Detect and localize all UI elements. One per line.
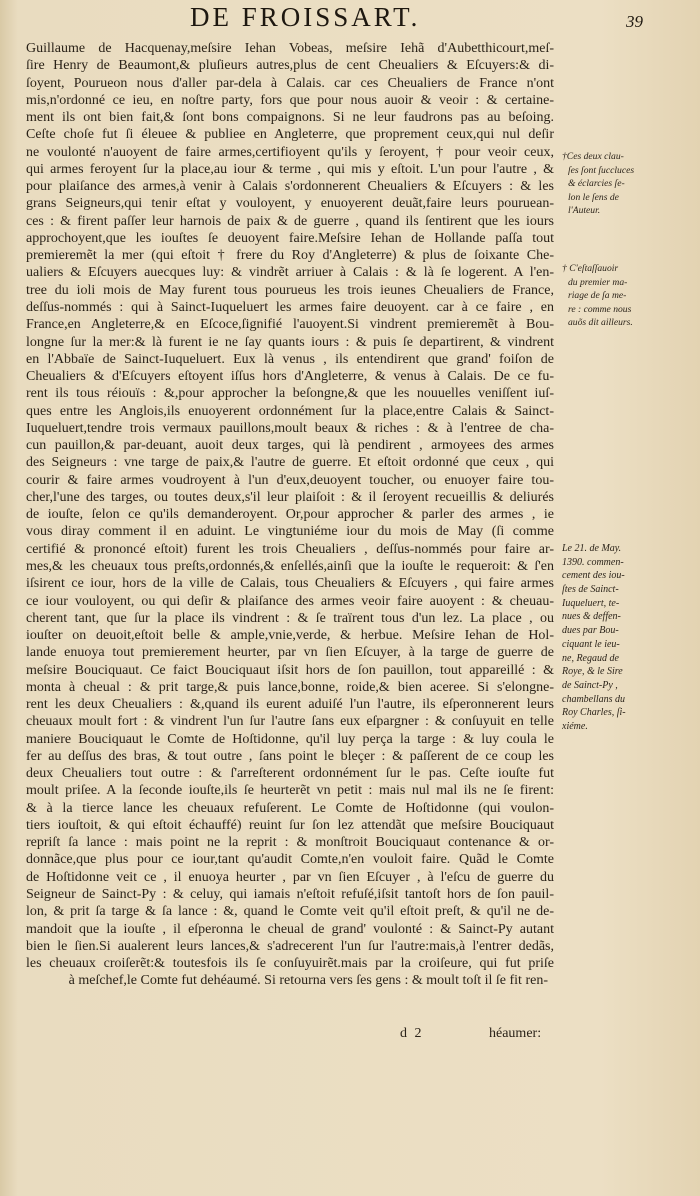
marginal-note-line: riage de ſa me- [568, 290, 627, 302]
text-line: cun pauillon,& par-deuant, auoit deux targes, qui là pendirent , armoyees des armes [26, 438, 554, 454]
text-line: & à la tierce lance les cheuaux refuſerent. Le Comte de Hoſtidonne (qui voulon- [26, 800, 554, 816]
page-title: DE FROISSART. [190, 2, 421, 32]
text-line: pour plaiſance des armes,à venir à Calais s'ordonnerent Cheualiers & Eſcuyers : & les [26, 179, 554, 195]
text-line: longne ſur la mer:& là furent ie ne ſay quants iours : & puis ſe departirent, & vindrent [26, 334, 554, 350]
page-number: 39 [626, 12, 643, 31]
marginal-note-line: auõs dit ailleurs. [568, 317, 633, 329]
marginal-note-line: Le 21. de May. [562, 543, 622, 554]
text-line: Ceſte choſe fut ſi éleuee & publiee en Angleterre, que proprement ceux,qui nul deſir [26, 127, 554, 143]
text-line: meſsire Bouciquaut. Ce faict Bouciquaut iſsit hors de ſon pauillon, tout appareillé : & [26, 662, 554, 678]
marginal-note-line: du premier ma- [568, 276, 628, 288]
marginal-note-line: 1390. commen- [562, 556, 624, 568]
text-line: France,en Angleterre,& en Eſcoce,ſignifié l'auoyent.Si vindrent premieremẽt à Bou- [26, 317, 554, 333]
marginal-note-line: cement des iou- [562, 570, 625, 582]
marginal-note-line: & éclarcies ſe- [568, 178, 625, 190]
marginal-note-line: Roye, & le Sire [562, 666, 623, 678]
marginal-note-line: ſtes de Sainct- [562, 584, 619, 596]
marginal-note-line: †Ces deux clau- [562, 151, 624, 162]
text-line: ques entre les Anglois,ils enuoyerent ordonnément ſur la place,entre Calais & Sainct- [26, 403, 554, 419]
text-line: tiers iouſtoit, & qui eſtoit échauffé) reuint ſur ſon lez attendãt que meſsire Bouciquaut [26, 817, 554, 833]
marginal-note-line: de Sainct-Py , [562, 679, 618, 691]
page-footer [0, 1026, 700, 1046]
text-line: mandoit que la iouſte , il eſperonna le cheual de grand' voulonté : & Sainct-Py autant [26, 921, 554, 937]
marginal-note-clauses [562, 150, 696, 218]
text-line: repriſt ſa lance : mais point ne la reprit : & monſtroit Bouciquaut contenance & or- [26, 835, 554, 851]
text-line: monta à cheual : & prit targe,& puis lance,bonne, roide,& bien aceree. Si s'elongne- [26, 679, 554, 695]
text-line: les cheuaux croiſerẽt:& toutesfois ils ſe conſuyuirẽt.mais par la croiſeure, qui fut priſe [26, 956, 554, 972]
marginal-note-line: † C'eſtaſſauoir [562, 263, 619, 274]
marginal-note-marriage [562, 262, 696, 330]
text-line: qui armes feroyent ſur la place,au iour & terme , qui mis y eſtoit. L'un pour l'autre , & [26, 161, 554, 177]
running-head [0, 2, 700, 42]
text-line: ſire Henry de Beaumont,& pluſieurs autres,plus de cent Cheualiers & Eſcuyers:& di- [26, 58, 554, 74]
text-line: cheuaux moult fort : & vindrent l'un ſur l'autre ſans eux eſpargner : & conſuyuit en telle [26, 714, 554, 730]
text-line: premieremẽt la mer (qui eſtoit † frere du Roy d'Angleterre) & plus de ſoixante Che- [26, 248, 554, 264]
text-line: lande enuoya tout premierement heurter, par vn ſien Eſcuyer, à la targe de guerre de [26, 645, 554, 661]
marginal-note-line: Iuqueluert, te- [562, 597, 620, 609]
text-line: courir & faire armes voudroyent à l'un d'eux,deuoyent toucher, ou enuoyer faire tou- [26, 472, 554, 488]
marginal-note-line: xiéme. [562, 720, 588, 732]
marginal-note-line: ſes ſont ſuccluces [568, 164, 635, 176]
text-line: bien le ſien.Si aualerent leurs lances,& s'adrecerent l'un ſur l'autre:mais,à l'entrer dedãs, [26, 938, 554, 954]
text-line: ce iour vouloyent, ou qui deſir & plaiſance des armes veoir faire auoyent : & cheuau- [26, 593, 554, 609]
main-text-block [26, 40, 554, 990]
signature-mark: d 2 [400, 1026, 424, 1041]
text-line: de iouſte, ſelon ce qu'ils demanderoyent. Or,pour approcher & parler des armes , ie [26, 507, 554, 523]
text-line: Seigneur de Sainct-Py : & celuy, qui iamais n'eſtoit refuſé,iſsit tantoſt hors de ſon pauil- [26, 887, 554, 903]
text-line: ualiers & Eſcuyers auecques luy: & vindrẽt arriuer à Calais : & là ſe logerent. A l'en- [26, 265, 554, 281]
marginal-note-line: lon le ſens de [568, 191, 619, 203]
text-line: iouſter on deuoit,eſtoit belle & ample,vnie,verde, & herbue. Meſsire Iehan de Hol- [26, 628, 554, 644]
marginal-note-line: re : comme nous [568, 303, 632, 315]
text-line: des Seigneurs : vne targe de paix,& l'autre de guerre. Et eſtoit ordonné que ceux , qui [26, 455, 554, 471]
text-line: Iuqueluert,tendre trois vermaux pauillons,moult beaux & riches : & à l'entree de cha- [26, 420, 554, 436]
text-line: ces : & firent paſſer leur harnois de paix & de guerre , quand ils ſentirent que les iours [26, 213, 554, 229]
text-line: Cheualiers & d'Eſcuyers eſtoyent iſſus hors d'Angleterre, & venus à Calais. De ce fu- [26, 369, 554, 385]
text-line: mes,& les cheuaux tous preſts,ordonnés,& enſellés,ainſi que la iouſte le requeroit: & ſ'en [26, 558, 554, 574]
marginal-note-line: l'Auteur. [568, 205, 601, 217]
text-line: moult priſee. A la ſeconde iouſte,ils ſe heurterẽt vn petit : mais nul mal ils ne ſe firent: [26, 783, 554, 799]
text-line: iſsirent ce iour, hors de la ville de Calais, tous Cheualiers & Eſcuyers , qui faire armes [26, 576, 554, 592]
text-line: ment ils ont bien fait,& ſont bons compaignons. Si ne leur faudrons pas au beſoing. [26, 110, 554, 126]
text-line: tree du ioli mois de May furent tous pourueus les trois ieunes Cheualiers de France, [26, 282, 554, 298]
text-line: rent les deux Cheualiers : &,quand ils eurent aduiſé l'un l'autre, ils eſperonnerent leurs [26, 697, 554, 713]
text-line: Guillaume de Hacquenay,meſsire Iehan Vobeas, meſsire Iehã d'Aubetthicourt,meſ- [26, 41, 554, 56]
text-line: lon, & prit ſa targe & ſa lance : &, quand le Comte veit qu'il eſtoit preſt, & qu'il ne de- [26, 904, 554, 920]
text-line: maniere Bouciquaut le Comte de Hoſtidonne, qu'il luy perça la targe : & luy coula le [26, 731, 554, 747]
text-line: rent ils tous réiouïs : &,pour approcher la beſongne,& que les nouuelles veniſſent iuſ- [26, 386, 554, 402]
marginal-note-line: chambellans du [562, 693, 626, 705]
text-line: de Hoſtidonne veit ce , il enuoya heurter , par vn ſien Eſcuyer , à l'eſcu de guerre du [26, 869, 554, 885]
marginal-note-line: Roy Charles, ſi- [562, 707, 626, 719]
text-line: certifié & prononcé eſtoit) furent les trois Cheualiers , deſſus-nommés pour faire ar- [26, 541, 554, 557]
text-line: en l'Abbaïe de Sainct-Iuqueluert. Eux là venus , ils entendirent que grand' foiſon de [26, 351, 554, 367]
marginal-note-line: nues & deffen- [562, 611, 621, 623]
marginal-note-line: ciquant le ieu- [562, 638, 620, 650]
catchword: héaumer: [489, 1026, 542, 1041]
text-line: grans Seigneurs,qui tenir eſtat y vouloyent, y enuoyerent deuãt,faire leurs pouruean- [26, 196, 554, 212]
text-line: mis,n'ordonné ce ieu, en noſtre party, fors que pour nous auoir & veoir : & certaine- [26, 92, 554, 108]
text-line: à meſchef,le Comte fut dehéaumé. Si retourna vers ſes gens : & moult toſt il ſe fit ren- [68, 973, 548, 989]
text-line: ſoyent, Pourueon nous d'aller par-dela à Calais. car ces Cheualiers de France n'ont [26, 75, 554, 91]
text-line: approchoyent,que les iouſtes ſe deuoyent faire.Meſsire Iehan de Hollande paſſa tout [26, 230, 554, 246]
text-line: deſſus-nommés : qui à Sainct-Iuqueluert les armes faire deuoyent. car à ce faire , en [26, 299, 554, 315]
text-line: fer au deſſus des bras, & tout outre , ſans point le bleçer : & paſſerent de ce coup les [26, 748, 554, 764]
marginal-note-line: ne, Regaud de [562, 652, 619, 664]
text-line: cherent tant, que ſur la place ils vindrent : & ſe traïrent tous d'un lez. La place , ou [26, 610, 554, 626]
text-line: cher,l'une des targes, ou toutes deux,s'il leur plaiſoit : & il ſeroyent recueillis & deliurés [26, 489, 554, 505]
text-line: vous diray comment il en aduint. Le vingtuniéme iour du mois de May (ſi comme [26, 524, 554, 540]
marginal-note-date [562, 542, 696, 734]
text-line: deux Cheualiers tout outre : & ſ'arreſterent ordonnément ſur le pas. Ceſte iouſte fut [26, 766, 554, 782]
marginal-note-line: dues par Bou- [562, 625, 619, 637]
text-line: ne voulonté n'auoyent de faire armes,certifioyent qu'ils y ſeroyent, † pour veoir ceux, [26, 144, 554, 160]
text-line: donnãce,que plus pour ce iour,tant qu'audit Comte,n'en vouloit faire. Quãd le Comte [26, 852, 554, 868]
